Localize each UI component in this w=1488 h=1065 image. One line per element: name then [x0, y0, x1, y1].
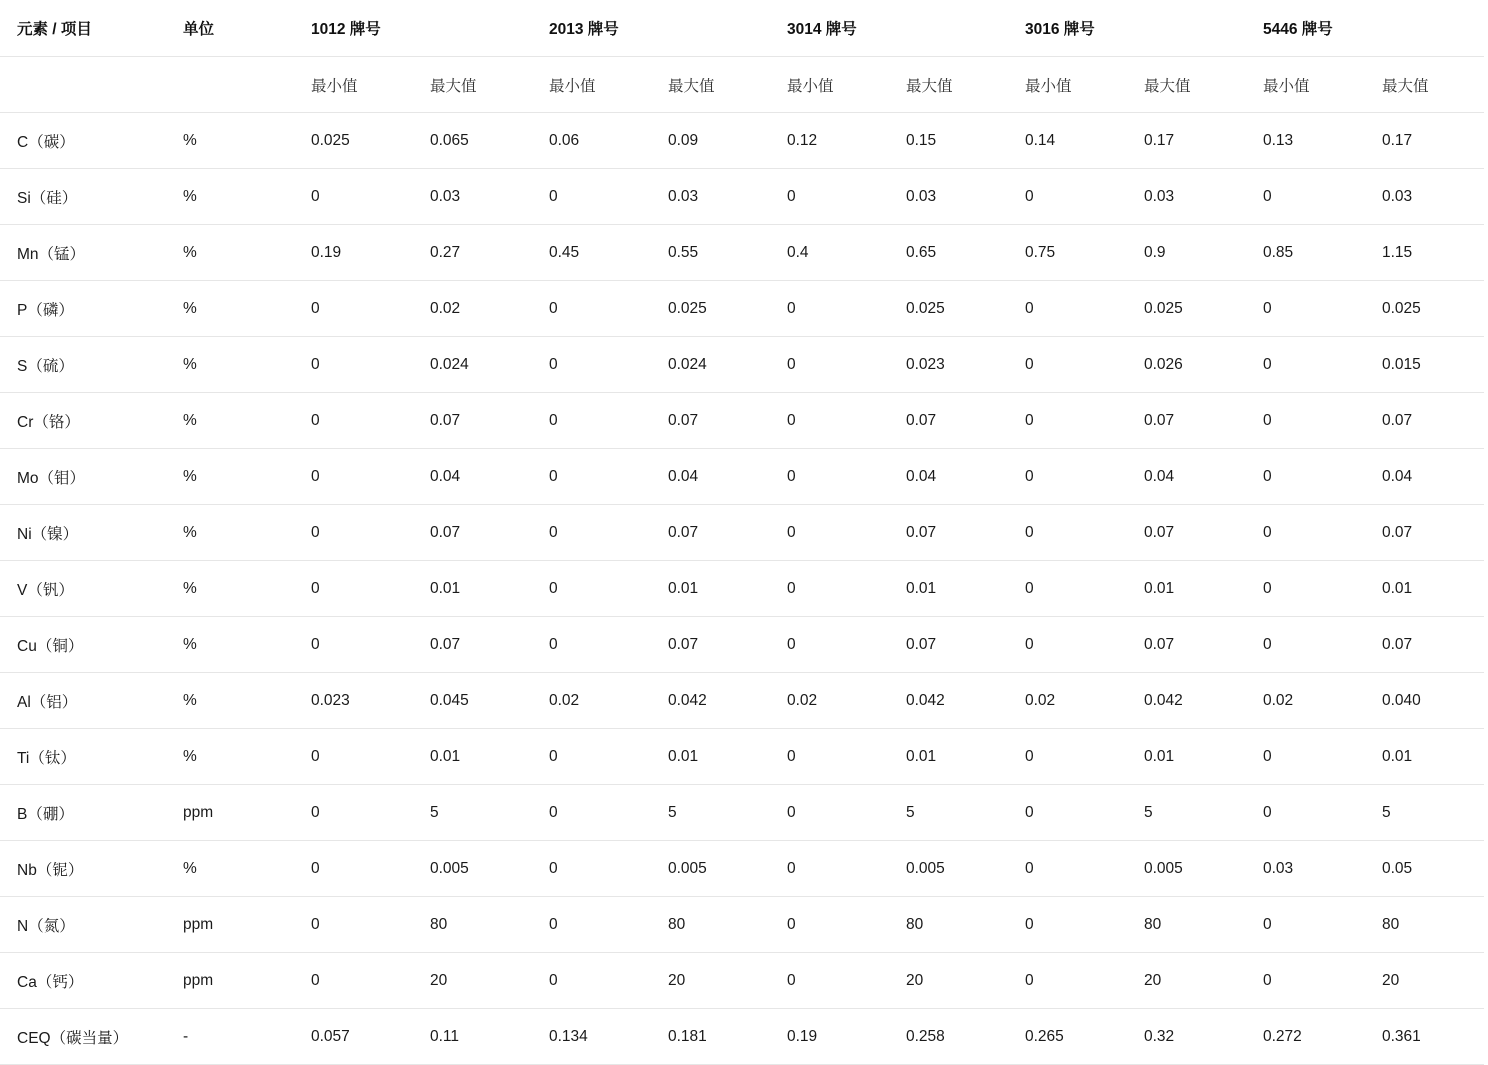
cell-value: 0.07 — [413, 393, 532, 449]
cell-value: 0.040 — [1365, 673, 1484, 729]
cell-value: 0.75 — [1008, 225, 1127, 281]
cell-value: 0 — [532, 169, 651, 225]
cell-value: 0.02 — [1008, 673, 1127, 729]
cell-unit: % — [166, 841, 294, 897]
cell-value: 0.025 — [1127, 281, 1246, 337]
cell-value: 0 — [532, 337, 651, 393]
cell-value: 0 — [294, 561, 413, 617]
cell-element: Al（铝） — [0, 673, 166, 729]
cell-value: 0.07 — [1127, 393, 1246, 449]
cell-value: 0 — [1008, 785, 1127, 841]
cell-value: 0.042 — [889, 673, 1008, 729]
cell-unit: % — [166, 337, 294, 393]
cell-value: 0 — [1246, 617, 1365, 673]
cell-value: 0.07 — [651, 393, 770, 449]
cell-unit: - — [166, 1009, 294, 1065]
table-row — [0, 953, 1484, 1009]
cell-value: 0 — [532, 785, 651, 841]
table-row — [0, 729, 1484, 785]
cell-value: 0.023 — [889, 337, 1008, 393]
cell-value: 0.01 — [1365, 561, 1484, 617]
cell-value: 0 — [1246, 169, 1365, 225]
cell-unit: % — [166, 393, 294, 449]
cell-element: Mn（锰） — [0, 225, 166, 281]
cell-value: 0 — [770, 281, 889, 337]
cell-element: V（钒） — [0, 561, 166, 617]
cell-value: 0 — [1246, 281, 1365, 337]
cell-value: 20 — [889, 953, 1008, 1009]
cell-value: 0.32 — [1127, 1009, 1246, 1065]
cell-value: 0.07 — [1365, 617, 1484, 673]
cell-value: 0 — [1008, 337, 1127, 393]
cell-value: 0.025 — [294, 113, 413, 169]
cell-value: 0 — [1246, 505, 1365, 561]
cell-value: 20 — [651, 953, 770, 1009]
cell-value: 1.15 — [1365, 225, 1484, 281]
header-max-3016: 最大值 — [1127, 57, 1246, 113]
header-min-2013: 最小值 — [532, 57, 651, 113]
cell-value: 0.026 — [1127, 337, 1246, 393]
cell-value: 0.361 — [1365, 1009, 1484, 1065]
cell-value: 0 — [294, 897, 413, 953]
cell-value: 20 — [1365, 953, 1484, 1009]
cell-value: 0.005 — [413, 841, 532, 897]
cell-value: 0 — [1246, 897, 1365, 953]
table-header — [0, 0, 1484, 113]
cell-value: 0 — [770, 561, 889, 617]
header-grade-5446: 5446 牌号 — [1246, 0, 1365, 57]
table-row — [0, 785, 1484, 841]
cell-value: 0 — [532, 281, 651, 337]
cell-value: 0.02 — [413, 281, 532, 337]
cell-value: 0.13 — [1246, 113, 1365, 169]
cell-value: 5 — [1365, 785, 1484, 841]
cell-value: 0.02 — [1246, 673, 1365, 729]
cell-value: 0 — [532, 505, 651, 561]
cell-unit: ppm — [166, 897, 294, 953]
cell-value: 0.01 — [889, 729, 1008, 785]
cell-unit: % — [166, 225, 294, 281]
header-unit-label: 单位 — [166, 0, 294, 57]
cell-value: 0.07 — [651, 617, 770, 673]
cell-value: 0 — [532, 617, 651, 673]
cell-value: 0.042 — [1127, 673, 1246, 729]
cell-value: 0.07 — [413, 505, 532, 561]
cell-value: 0.4 — [770, 225, 889, 281]
cell-value: 0.05 — [1365, 841, 1484, 897]
table-row — [0, 393, 1484, 449]
cell-value: 0.55 — [651, 225, 770, 281]
table-body — [0, 113, 1484, 1065]
cell-value: 0.04 — [889, 449, 1008, 505]
cell-value: 0.01 — [413, 729, 532, 785]
cell-value: 0.45 — [532, 225, 651, 281]
header-grade-3014: 3014 牌号 — [770, 0, 889, 57]
table-row — [0, 337, 1484, 393]
cell-value: 0.258 — [889, 1009, 1008, 1065]
header-max-2013: 最大值 — [651, 57, 770, 113]
cell-value: 0.03 — [1365, 169, 1484, 225]
cell-value: 0.04 — [1127, 449, 1246, 505]
header-grade-5446-spacer — [1365, 0, 1484, 57]
header-grade-2013: 2013 牌号 — [532, 0, 651, 57]
cell-value: 5 — [1127, 785, 1246, 841]
cell-value: 0.06 — [532, 113, 651, 169]
cell-value: 0.07 — [1127, 505, 1246, 561]
cell-element: CEQ（碳当量） — [0, 1009, 166, 1065]
cell-value: 0.272 — [1246, 1009, 1365, 1065]
cell-value: 0 — [532, 841, 651, 897]
cell-value: 0.19 — [770, 1009, 889, 1065]
cell-value: 80 — [651, 897, 770, 953]
cell-value: 0 — [1246, 785, 1365, 841]
cell-value: 0 — [1008, 281, 1127, 337]
cell-value: 0 — [770, 617, 889, 673]
cell-value: 0 — [1246, 393, 1365, 449]
cell-value: 0.01 — [651, 561, 770, 617]
cell-value: 0 — [1246, 337, 1365, 393]
table-row — [0, 113, 1484, 169]
cell-element: Cu（铜） — [0, 617, 166, 673]
cell-unit: % — [166, 729, 294, 785]
cell-value: 0 — [294, 953, 413, 1009]
cell-value: 0 — [294, 841, 413, 897]
cell-value: 0.17 — [1127, 113, 1246, 169]
cell-unit: ppm — [166, 785, 294, 841]
cell-element: Si（硅） — [0, 169, 166, 225]
cell-value: 80 — [889, 897, 1008, 953]
cell-element: S（硫） — [0, 337, 166, 393]
cell-value: 0.005 — [651, 841, 770, 897]
cell-value: 0.045 — [413, 673, 532, 729]
cell-element: Nb（铌） — [0, 841, 166, 897]
header-row-minmax — [0, 57, 1484, 113]
table-row — [0, 561, 1484, 617]
cell-element: C（碳） — [0, 113, 166, 169]
cell-value: 0 — [1246, 561, 1365, 617]
header-min-3016: 最小值 — [1008, 57, 1127, 113]
cell-element: B（硼） — [0, 785, 166, 841]
cell-value: 0 — [532, 953, 651, 1009]
cell-value: 0 — [770, 169, 889, 225]
cell-value: 0 — [532, 897, 651, 953]
header-max-1012: 最大值 — [413, 57, 532, 113]
cell-unit: % — [166, 169, 294, 225]
table-row — [0, 897, 1484, 953]
cell-value: 0.024 — [413, 337, 532, 393]
cell-unit: % — [166, 281, 294, 337]
cell-unit: % — [166, 449, 294, 505]
cell-value: 0 — [294, 393, 413, 449]
cell-value: 0 — [1008, 561, 1127, 617]
cell-element: Ni（镍） — [0, 505, 166, 561]
header-minmax-blank-2 — [166, 57, 294, 113]
cell-value: 0.025 — [651, 281, 770, 337]
cell-value: 0 — [1008, 729, 1127, 785]
cell-value: 0.03 — [413, 169, 532, 225]
cell-value: 0 — [1008, 617, 1127, 673]
cell-value: 80 — [413, 897, 532, 953]
cell-value: 0 — [770, 337, 889, 393]
table-row — [0, 449, 1484, 505]
table-row — [0, 505, 1484, 561]
cell-element: Cr（铬） — [0, 393, 166, 449]
cell-value: 0.265 — [1008, 1009, 1127, 1065]
cell-value: 0.04 — [651, 449, 770, 505]
cell-value: 0.11 — [413, 1009, 532, 1065]
cell-value: 0 — [1246, 729, 1365, 785]
cell-value: 0.005 — [889, 841, 1008, 897]
header-minmax-blank-1 — [0, 57, 166, 113]
table-row — [0, 841, 1484, 897]
cell-value: 0.07 — [1127, 617, 1246, 673]
cell-value: 0.01 — [1127, 729, 1246, 785]
header-max-3014: 最大值 — [889, 57, 1008, 113]
cell-value: 0.27 — [413, 225, 532, 281]
header-min-5446: 最小值 — [1246, 57, 1365, 113]
cell-value: 0.07 — [651, 505, 770, 561]
header-row-grades — [0, 0, 1484, 57]
cell-value: 0 — [294, 449, 413, 505]
cell-value: 0 — [294, 281, 413, 337]
cell-value: 0 — [294, 337, 413, 393]
cell-value: 0.12 — [770, 113, 889, 169]
cell-value: 0.01 — [889, 561, 1008, 617]
cell-value: 0 — [770, 729, 889, 785]
header-min-3014: 最小值 — [770, 57, 889, 113]
cell-value: 0 — [770, 449, 889, 505]
table-row — [0, 225, 1484, 281]
cell-unit: ppm — [166, 953, 294, 1009]
cell-value: 0 — [1008, 897, 1127, 953]
cell-value: 0 — [294, 785, 413, 841]
cell-value: 0.65 — [889, 225, 1008, 281]
header-grade-3014-spacer — [889, 0, 1008, 57]
cell-value: 0.023 — [294, 673, 413, 729]
cell-value: 0 — [1008, 393, 1127, 449]
cell-value: 0 — [1246, 953, 1365, 1009]
cell-value: 5 — [651, 785, 770, 841]
cell-value: 0 — [294, 169, 413, 225]
cell-unit: % — [166, 113, 294, 169]
cell-value: 0.07 — [413, 617, 532, 673]
header-grade-2013-spacer — [651, 0, 770, 57]
header-grade-1012: 1012 牌号 — [294, 0, 413, 57]
cell-unit: % — [166, 561, 294, 617]
cell-value: 0.03 — [1246, 841, 1365, 897]
cell-element: Ti（钛） — [0, 729, 166, 785]
cell-value: 80 — [1127, 897, 1246, 953]
cell-value: 0.85 — [1246, 225, 1365, 281]
cell-value: 0.19 — [294, 225, 413, 281]
cell-value: 0.015 — [1365, 337, 1484, 393]
cell-value: 0.025 — [889, 281, 1008, 337]
cell-value: 0.07 — [889, 617, 1008, 673]
cell-value: 0 — [1246, 449, 1365, 505]
cell-value: 0.065 — [413, 113, 532, 169]
cell-value: 0.01 — [1365, 729, 1484, 785]
table-row — [0, 281, 1484, 337]
cell-value: 0.03 — [1127, 169, 1246, 225]
header-grade-3016-spacer — [1127, 0, 1246, 57]
cell-value: 0.07 — [1365, 505, 1484, 561]
cell-value: 5 — [889, 785, 1008, 841]
cell-value: 0.07 — [889, 505, 1008, 561]
cell-value: 0 — [770, 393, 889, 449]
cell-value: 0 — [532, 393, 651, 449]
cell-value: 5 — [413, 785, 532, 841]
cell-value: 0 — [770, 785, 889, 841]
header-min-1012: 最小值 — [294, 57, 413, 113]
cell-value: 0.07 — [889, 393, 1008, 449]
cell-value: 0.01 — [1127, 561, 1246, 617]
cell-value: 0.04 — [1365, 449, 1484, 505]
cell-element: P（磷） — [0, 281, 166, 337]
cell-value: 0.03 — [889, 169, 1008, 225]
cell-value: 0 — [294, 617, 413, 673]
cell-value: 80 — [1365, 897, 1484, 953]
cell-value: 0 — [1008, 449, 1127, 505]
cell-value: 0.005 — [1127, 841, 1246, 897]
cell-value: 0 — [1008, 841, 1127, 897]
cell-value: 0.024 — [651, 337, 770, 393]
cell-value: 0 — [294, 505, 413, 561]
cell-value: 0 — [770, 953, 889, 1009]
cell-value: 0.09 — [651, 113, 770, 169]
header-element-label: 元素 / 项目 — [0, 0, 166, 57]
cell-value: 0 — [770, 505, 889, 561]
table-row — [0, 617, 1484, 673]
cell-element: N（氮） — [0, 897, 166, 953]
cell-value: 0 — [770, 841, 889, 897]
cell-value: 0.01 — [651, 729, 770, 785]
table-row — [0, 169, 1484, 225]
header-grade-1012-spacer — [413, 0, 532, 57]
cell-value: 20 — [413, 953, 532, 1009]
header-grade-3016: 3016 牌号 — [1008, 0, 1127, 57]
cell-value: 0.134 — [532, 1009, 651, 1065]
header-max-5446: 最大值 — [1365, 57, 1484, 113]
cell-value: 0.9 — [1127, 225, 1246, 281]
cell-unit: % — [166, 505, 294, 561]
cell-element: Ca（钙） — [0, 953, 166, 1009]
cell-value: 0 — [1008, 505, 1127, 561]
cell-value: 0 — [294, 729, 413, 785]
cell-element: Mo（钼） — [0, 449, 166, 505]
cell-value: 0.04 — [413, 449, 532, 505]
cell-value: 20 — [1127, 953, 1246, 1009]
cell-value: 0 — [1008, 953, 1127, 1009]
cell-value: 0.01 — [413, 561, 532, 617]
cell-value: 0.02 — [532, 673, 651, 729]
cell-value: 0.17 — [1365, 113, 1484, 169]
cell-value: 0.057 — [294, 1009, 413, 1065]
cell-value: 0.07 — [1365, 393, 1484, 449]
cell-unit: % — [166, 617, 294, 673]
cell-value: 0.14 — [1008, 113, 1127, 169]
cell-value: 0 — [1008, 169, 1127, 225]
cell-value: 0 — [532, 449, 651, 505]
cell-unit: % — [166, 673, 294, 729]
table-row — [0, 673, 1484, 729]
cell-value: 0.025 — [1365, 281, 1484, 337]
cell-value: 0 — [532, 729, 651, 785]
cell-value: 0.02 — [770, 673, 889, 729]
cell-value: 0.181 — [651, 1009, 770, 1065]
table-row — [0, 1009, 1484, 1065]
cell-value: 0 — [532, 561, 651, 617]
cell-value: 0 — [770, 897, 889, 953]
cell-value: 0.042 — [651, 673, 770, 729]
cell-value: 0.15 — [889, 113, 1008, 169]
cell-value: 0.03 — [651, 169, 770, 225]
